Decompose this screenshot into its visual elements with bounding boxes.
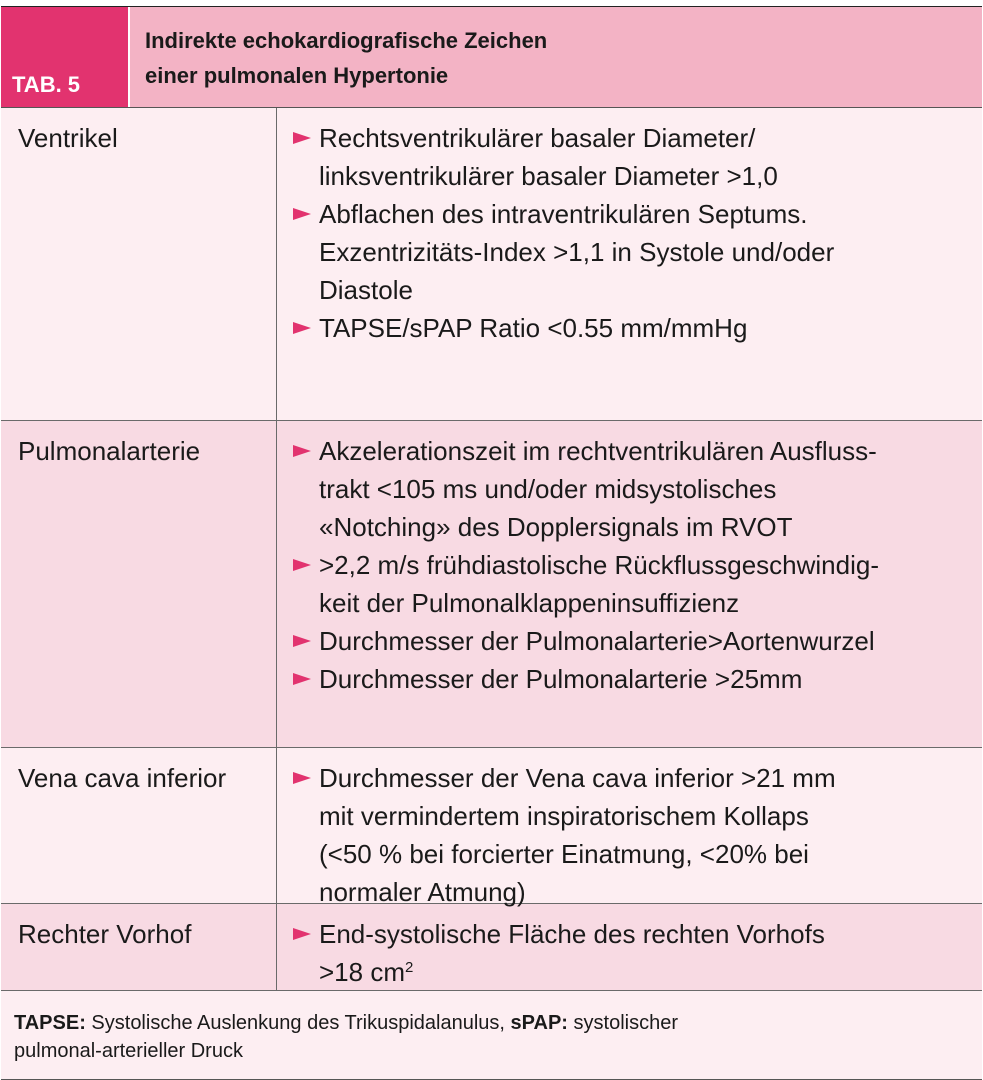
bullet-line [319,195,972,233]
table-title-line: Indirekte echokardiografische Zeichen [145,28,548,53]
bullet-arrow-icon [293,208,311,220]
bullet-line [319,309,972,347]
table-row [1,108,982,421]
row-content [277,421,982,747]
bullet-text: mit vermindertem inspiratorischem Kollaps [319,801,809,831]
bullet-text: Durchmesser der Pulmonalarterie >25mm [319,664,803,694]
bullet-text: «Notching» des Dopplersignals im RVOT [319,512,793,542]
row-label: Vena cava inferior [1,748,277,903]
bullet-arrow-icon [293,322,311,334]
echo-signs-table [1,6,982,1080]
table-title-line: einer pulmonalen Hypertonie [145,63,449,88]
bullet-line [319,835,972,873]
row-content [277,748,982,907]
bullet-arrow-icon [293,635,311,647]
bullet-text: >18 cm [319,957,405,987]
table-footnote [1,991,982,1080]
bullet-item [290,915,972,991]
bullet-line [319,759,972,797]
row-label: Ventrikel [1,108,277,420]
bullet-text: End-systolische Fläche des rechten Vorhofs [319,919,825,949]
bullet-line [319,953,972,991]
footnote-term: TAPSE: [14,1012,86,1034]
bullet-item [290,119,972,195]
footnote-definition: Systolische Auslenkung des Trikuspidalanulus, [85,1012,511,1034]
bullet-line [319,271,972,309]
bullet-line [319,797,972,835]
bullet-line [319,873,972,911]
bullet-arrow-icon [293,445,311,457]
bullet-arrow-icon [293,559,311,571]
footnote-line [14,1009,972,1037]
bullet-line [319,470,972,508]
table-row [1,421,982,748]
row-label: Rechter Vorhof [1,904,277,990]
bullet-item [290,546,972,622]
row-content [277,108,982,420]
bullet-text: Akzelerationszeit im rechtventrikulären Ausfluss- [319,436,877,466]
table-row [1,748,982,907]
table-row [1,904,982,991]
bullet-text: Diastole [319,275,413,305]
bullet-line [319,546,972,584]
bullet-text: Durchmesser der Vena cava inferior >21 mm [319,763,836,793]
footnote-definition: systolischer [567,1012,678,1034]
superscript: 2 [405,959,414,976]
bullet-text: trakt <105 ms und/oder midsystolisches [319,474,777,504]
bullet-item [290,309,972,347]
bullet-item [290,432,972,546]
bullet-line [319,233,972,271]
bullet-text: >2,2 m/s frühdiastolische Rückflussgeschwindig- [319,550,879,580]
bullet-line [319,915,972,953]
table-header [1,7,982,108]
bullet-line [319,157,972,195]
bullet-line [319,660,972,698]
bullet-text: Durchmesser der Pulmonalarterie>Aortenwurzel [319,626,875,656]
bullet-arrow-icon [293,673,311,685]
bullet-text: Abflachen des intraventrikulären Septums. [319,199,808,229]
bullet-line [319,508,972,546]
bullet-arrow-icon [293,928,311,940]
table-body [1,108,982,991]
bullet-line [319,432,972,470]
bullet-item [290,759,972,911]
bullet-text: keit der Pulmonalklappeninsuffizienz [319,588,740,618]
table-title [130,7,982,107]
footnote-line: pulmonal-arterieller Druck [14,1040,243,1062]
bullet-item [290,622,972,660]
row-label: Pulmonalarterie [1,421,277,747]
row-content [277,904,982,990]
bullet-item [290,660,972,698]
bullet-item [290,195,972,309]
bullet-text: linksventrikulärer basaler Diameter >1,0 [319,161,778,191]
bullet-arrow-icon [293,132,311,144]
bullet-text: TAPSE/sPAP Ratio <0.55 mm/mmHg [319,313,748,343]
bullet-text: normaler Atmung) [319,877,526,907]
bullet-text: Rechtsventrikulärer basaler Diameter/ [319,123,756,153]
footnote-term: sPAP: [510,1012,568,1034]
bullet-line [319,584,972,622]
table-label: TAB. 5 [1,7,130,107]
bullet-line [319,119,972,157]
bullet-arrow-icon [293,772,311,784]
bullet-text: Exzentrizitäts-Index >1,1 in Systole und/oder [319,237,835,267]
bullet-text: (<50 % bei forcierter Einatmung, <20% bei [319,839,809,869]
bullet-line [319,622,972,660]
